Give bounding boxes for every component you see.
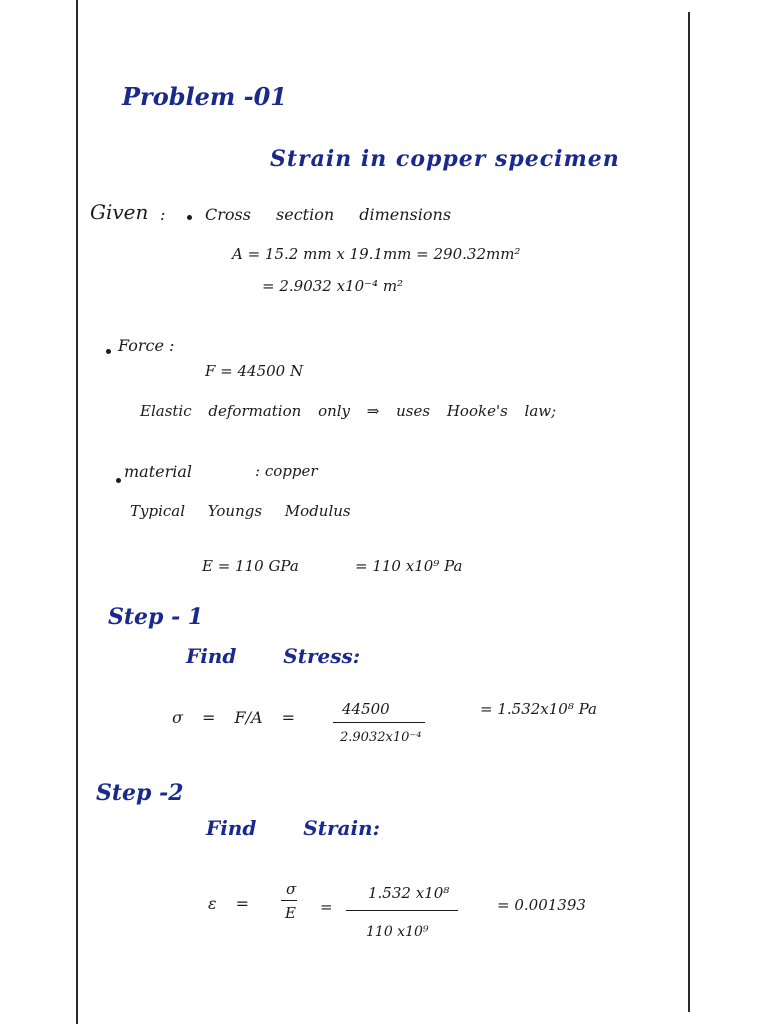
strain-lhs: ε = xyxy=(208,894,250,913)
given-label: Given xyxy=(90,200,149,224)
strain-numerator: 1.532 x10⁸ xyxy=(368,884,450,902)
strain-symbol-fraction-bar xyxy=(281,900,297,901)
strain-fraction-bar xyxy=(346,910,458,911)
material-label: material xyxy=(124,462,193,481)
step-1-label: Step - 1 xyxy=(108,604,204,630)
area-equation-si: = 2.9032 x10⁻⁴ m² xyxy=(262,277,404,295)
page-margin-line-right xyxy=(688,12,690,1012)
bullet-cross-section xyxy=(187,215,192,220)
bullet-force xyxy=(106,349,111,354)
page-margin-line-left xyxy=(76,0,78,1024)
stress-fraction-bar xyxy=(333,722,425,723)
cross-section-label: Cross section dimensions xyxy=(205,205,452,224)
stress-lhs: σ = F/A = xyxy=(172,708,296,727)
step-1-heading: Find Stress: xyxy=(186,644,361,668)
elastic-note: Elastic deformation only ⇒ uses Hooke's law; xyxy=(140,402,557,420)
force-value: F = 44500 N xyxy=(205,362,304,380)
strain-equals: = xyxy=(320,898,333,916)
youngs-modulus-gpa: E = 110 GPa xyxy=(202,557,299,575)
strain-result: = 0.001393 xyxy=(497,896,586,914)
given-colon: : xyxy=(160,205,166,224)
step-2-heading: Find Strain: xyxy=(206,816,380,840)
strain-frac-numerator: σ xyxy=(286,880,297,898)
youngs-modulus-pa: = 110 x10⁹ Pa xyxy=(355,557,463,575)
strain-frac-denominator: E xyxy=(285,904,296,922)
problem-title: Problem -01 xyxy=(122,82,287,111)
area-equation: A = 15.2 mm x 19.1mm = 290.32mm² xyxy=(232,245,521,263)
force-label: Force : xyxy=(118,336,175,355)
stress-numerator: 44500 xyxy=(342,700,390,718)
material-value: : copper xyxy=(255,462,318,480)
problem-subtitle: Strain in copper specimen xyxy=(270,146,620,172)
strain-denominator: 110 x10⁹ xyxy=(366,924,429,940)
step-2-label: Step -2 xyxy=(96,780,184,806)
youngs-modulus-label: Typical Youngs Modulus xyxy=(130,502,351,520)
stress-denominator: 2.9032x10⁻⁴ xyxy=(340,730,422,745)
bullet-material xyxy=(116,478,121,483)
stress-result: = 1.532x10⁸ Pa xyxy=(480,700,597,718)
